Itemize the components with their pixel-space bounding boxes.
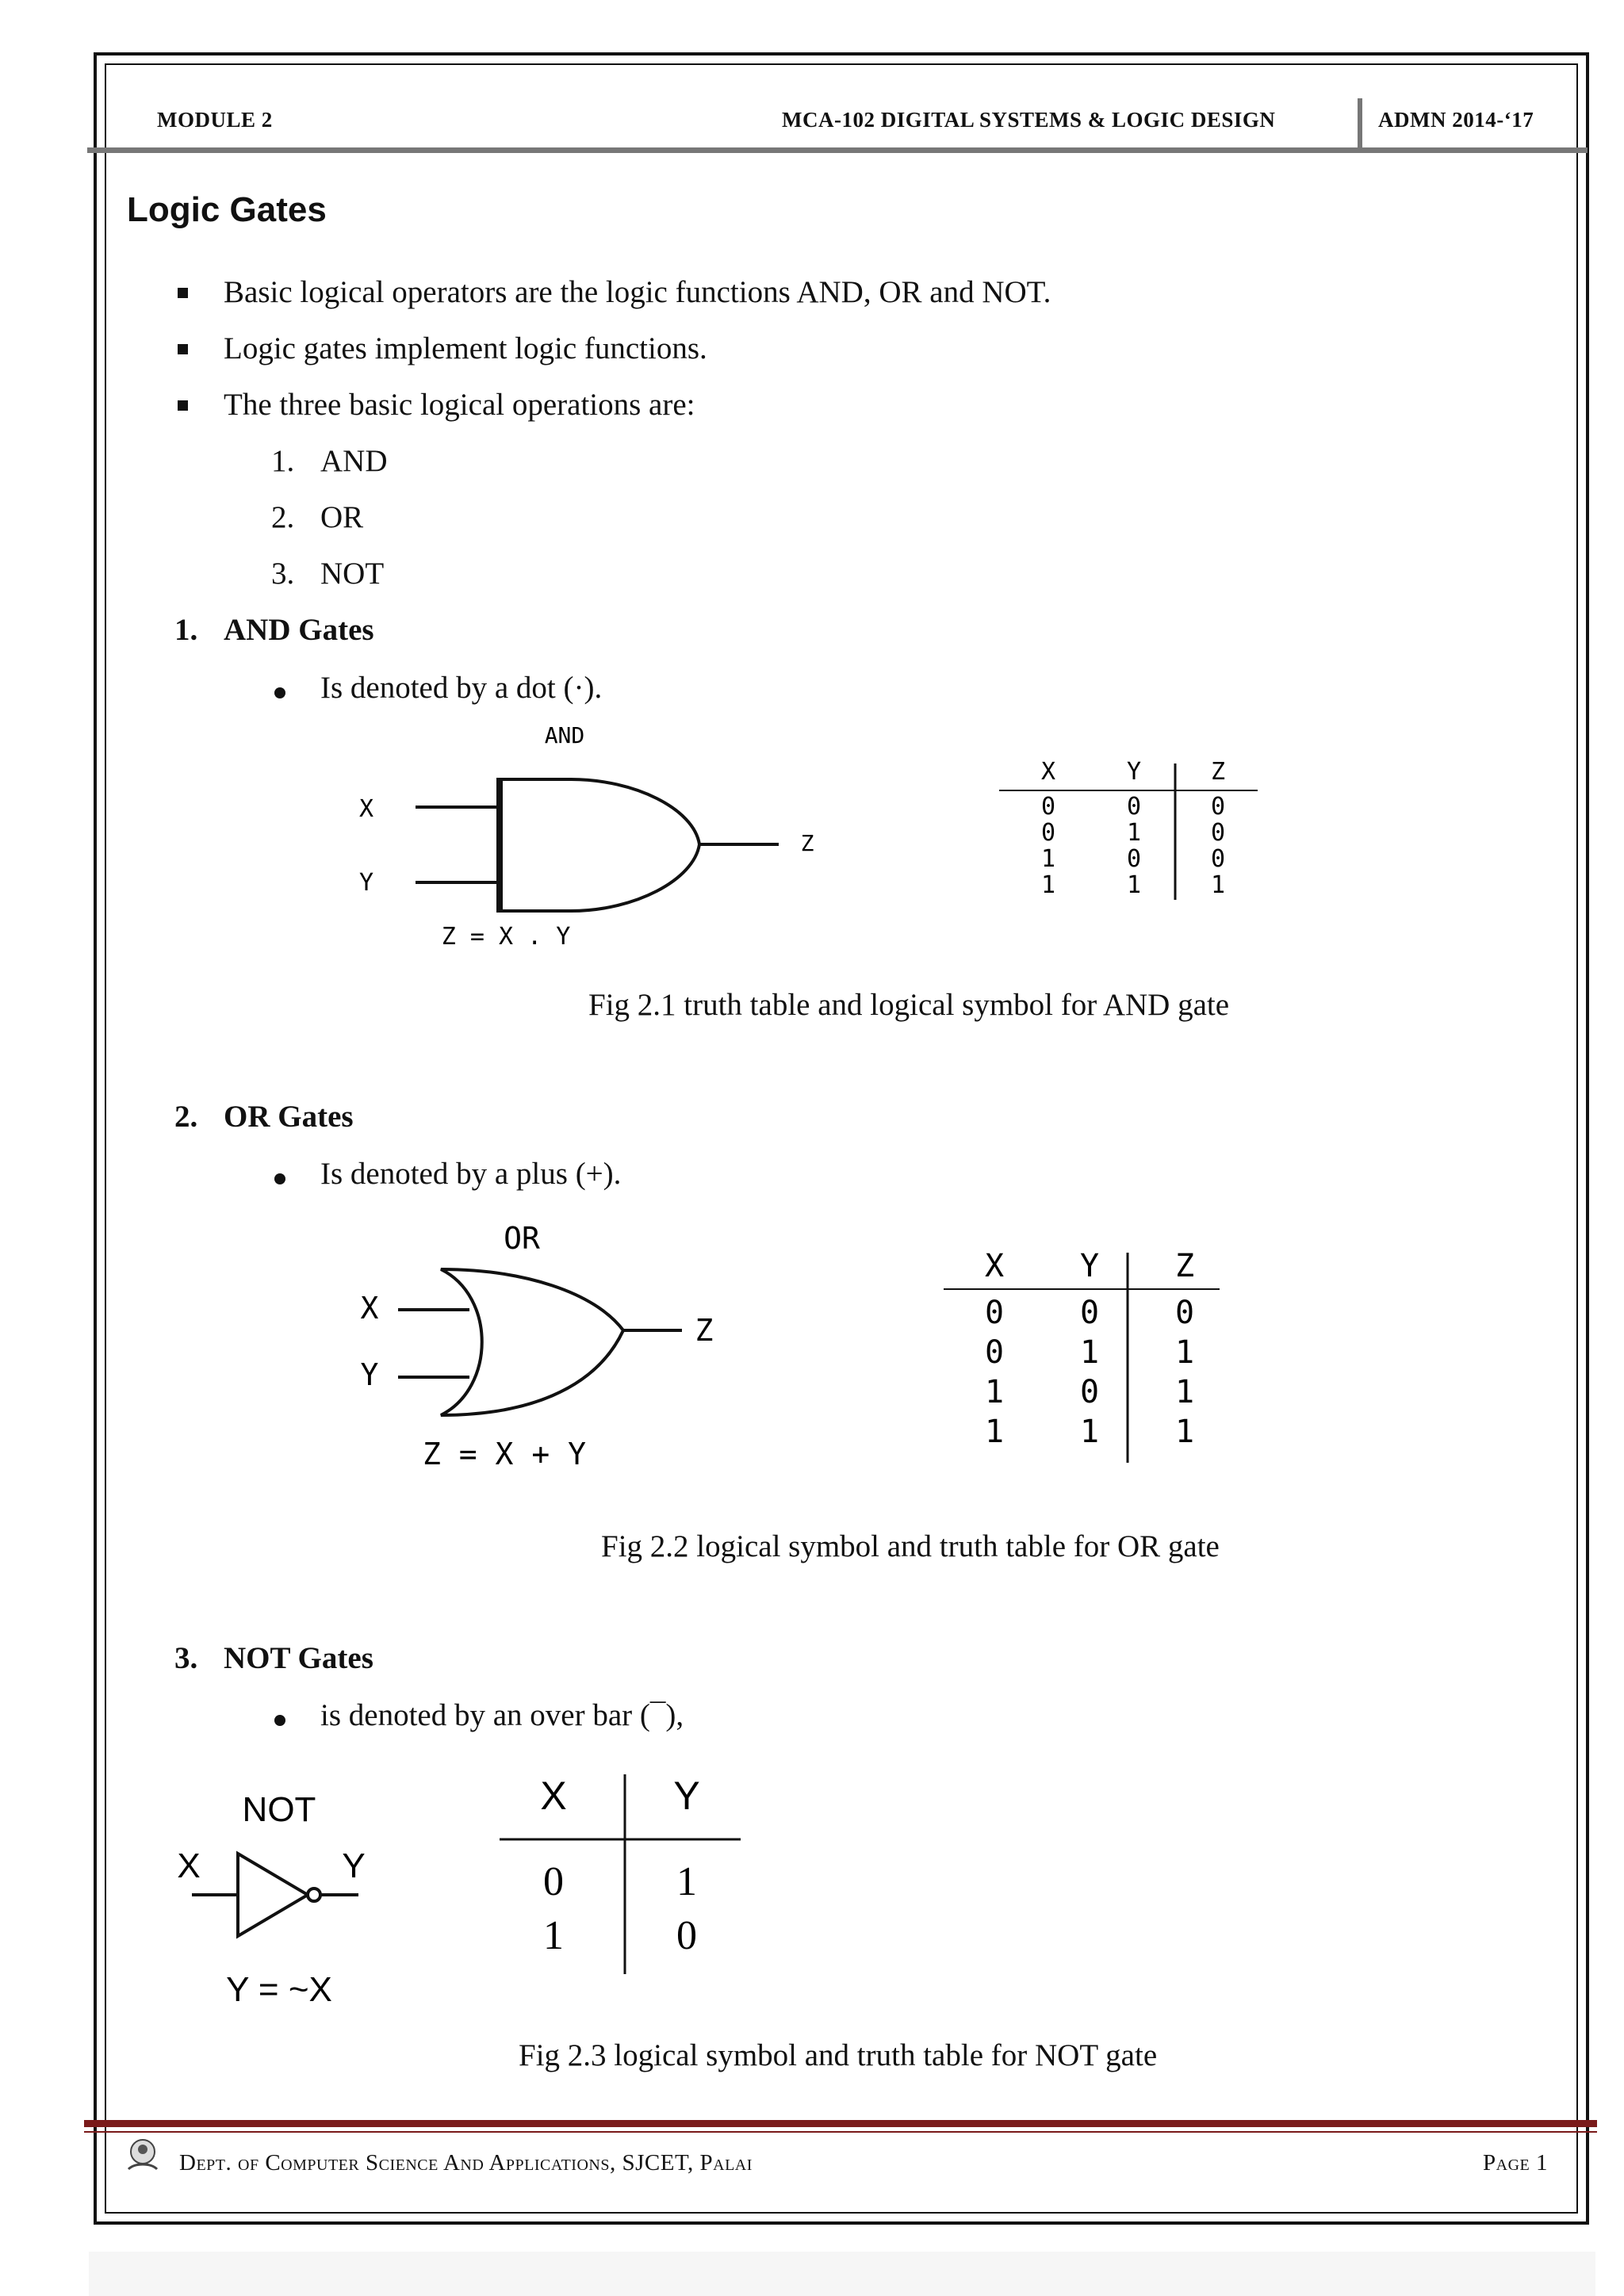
header-course: MCA-102 DIGITAL SYSTEMS & LOGIC DESIGN	[782, 108, 1276, 132]
and-cell: 0	[1210, 845, 1226, 873]
and-table-header-z: Z	[1210, 758, 1226, 786]
page-bottom-margin	[89, 2252, 1595, 2296]
footer-page-number: Page 1	[1483, 2150, 1548, 2175]
or-cell: 0	[984, 1334, 1005, 1371]
not-cell: 0	[676, 1913, 697, 1958]
or-gate-label: OR	[504, 1221, 540, 1256]
not-table-header-y: Y	[673, 1774, 700, 1818]
and-gate-label: AND	[544, 725, 585, 748]
or-gate-diagram	[341, 1217, 753, 1479]
and-cell: 1	[1126, 871, 1142, 899]
not-gate-diagram	[168, 1776, 382, 2014]
or-bullet: Is denoted by a plus (+).	[320, 1157, 622, 1191]
header-divider	[1358, 98, 1362, 149]
and-truth-table	[999, 757, 1269, 900]
square-bullet-icon	[178, 344, 188, 354]
not-gate-icon	[238, 1854, 308, 1936]
not-input-x-label: X	[177, 1846, 201, 1885]
or-cell: 1	[1174, 1414, 1195, 1450]
or-output-z-label: Z	[695, 1313, 714, 1348]
footer-rule	[84, 2120, 1597, 2127]
not-bullet: is denoted by an over bar (¯),	[320, 1698, 684, 1732]
section-number: 3.	[174, 1641, 198, 1675]
not-table-header-x: X	[540, 1774, 567, 1818]
or-cell: 0	[1174, 1295, 1195, 1331]
not-cell: 1	[676, 1859, 697, 1904]
operation-number: 1.	[271, 444, 295, 478]
and-table-header-y: Y	[1126, 758, 1142, 786]
or-cell: 1	[1174, 1334, 1195, 1371]
header-rule	[87, 147, 1588, 153]
section-heading-and: AND Gates	[224, 613, 374, 647]
inversion-bubble-icon	[308, 1888, 320, 1901]
round-bullet-icon	[274, 1715, 285, 1726]
or-cell: 1	[984, 1414, 1005, 1450]
or-cell: 0	[984, 1295, 1005, 1331]
and-table-header-x: X	[1040, 758, 1056, 786]
not-cell: 0	[543, 1859, 564, 1904]
header-module: MODULE 2	[157, 108, 273, 132]
not-gate-label: NOT	[242, 1790, 316, 1829]
and-bullet: Is denoted by a dot (·).	[320, 671, 603, 705]
or-gate-icon	[441, 1269, 623, 1415]
header-admn: ADMN 2014-‘17	[1378, 108, 1534, 132]
section-heading-or: OR Gates	[224, 1100, 354, 1134]
page-title: Logic Gates	[127, 190, 327, 229]
and-gate-diagram	[333, 725, 841, 963]
footer-rule-thin	[84, 2131, 1597, 2133]
figure-caption-or: Fig 2.2 logical symbol and truth table for OR gate	[601, 1529, 1220, 1563]
operation-not: NOT	[320, 557, 385, 591]
intro-bullet-2: Logic gates implement logic functions.	[224, 331, 707, 365]
and-cell: 0	[1040, 793, 1056, 821]
not-truth-table	[498, 1768, 752, 1982]
not-output-y-label: Y	[342, 1846, 366, 1885]
or-cell: 1	[1079, 1334, 1100, 1371]
or-equation: Z = X + Y	[423, 1437, 586, 1471]
not-equation: Y = ~X	[226, 1970, 332, 2009]
square-bullet-icon	[178, 400, 188, 411]
or-truth-table	[933, 1243, 1234, 1465]
figure-caption-and: Fig 2.1 truth table and logical symbol for AND gate	[588, 988, 1230, 1022]
and-equation: Z = X . Y	[441, 923, 571, 951]
and-output-z-label: Z	[800, 830, 814, 856]
round-bullet-icon	[274, 687, 285, 698]
or-table-header-z: Z	[1174, 1248, 1195, 1284]
or-cell: 1	[984, 1374, 1005, 1410]
and-cell: 1	[1126, 819, 1142, 847]
operation-number: 3.	[271, 557, 295, 591]
and-input-x-label: X	[358, 795, 374, 823]
square-bullet-icon	[178, 288, 188, 298]
and-cell: 1	[1210, 871, 1226, 899]
operation-number: 2.	[271, 500, 295, 534]
or-cell: 1	[1174, 1374, 1195, 1410]
or-input-x-label: X	[360, 1291, 379, 1326]
section-number: 2.	[174, 1100, 198, 1134]
operation-and: AND	[320, 444, 388, 478]
and-cell: 1	[1040, 845, 1056, 873]
college-emblem-icon	[124, 2136, 162, 2172]
and-cell: 0	[1126, 845, 1142, 873]
or-cell: 1	[1079, 1414, 1100, 1450]
or-cell: 0	[1079, 1374, 1100, 1410]
footer-department: Dept. of Computer Science And Applications, SJCET, Palai	[179, 2150, 753, 2175]
and-input-y-label: Y	[358, 869, 374, 897]
and-cell: 0	[1210, 819, 1226, 847]
figure-caption-not: Fig 2.3 logical symbol and truth table for NOT gate	[519, 2038, 1158, 2072]
not-cell: 1	[543, 1913, 564, 1958]
or-input-y-label: Y	[360, 1357, 379, 1392]
and-cell: 1	[1040, 871, 1056, 899]
or-table-header-y: Y	[1079, 1248, 1100, 1284]
intro-bullet-3: The three basic logical operations are:	[224, 388, 695, 422]
and-cell: 0	[1210, 793, 1226, 821]
and-cell: 0	[1040, 819, 1056, 847]
and-gate-icon	[500, 779, 699, 911]
section-heading-not: NOT Gates	[224, 1641, 373, 1675]
section-number: 1.	[174, 613, 198, 647]
round-bullet-icon	[274, 1173, 285, 1184]
intro-bullet-1: Basic logical operators are the logic functions AND, OR and NOT.	[224, 275, 1051, 309]
operation-or: OR	[320, 500, 364, 534]
or-cell: 0	[1079, 1295, 1100, 1331]
and-cell: 0	[1126, 793, 1142, 821]
or-table-header-x: X	[984, 1248, 1005, 1284]
